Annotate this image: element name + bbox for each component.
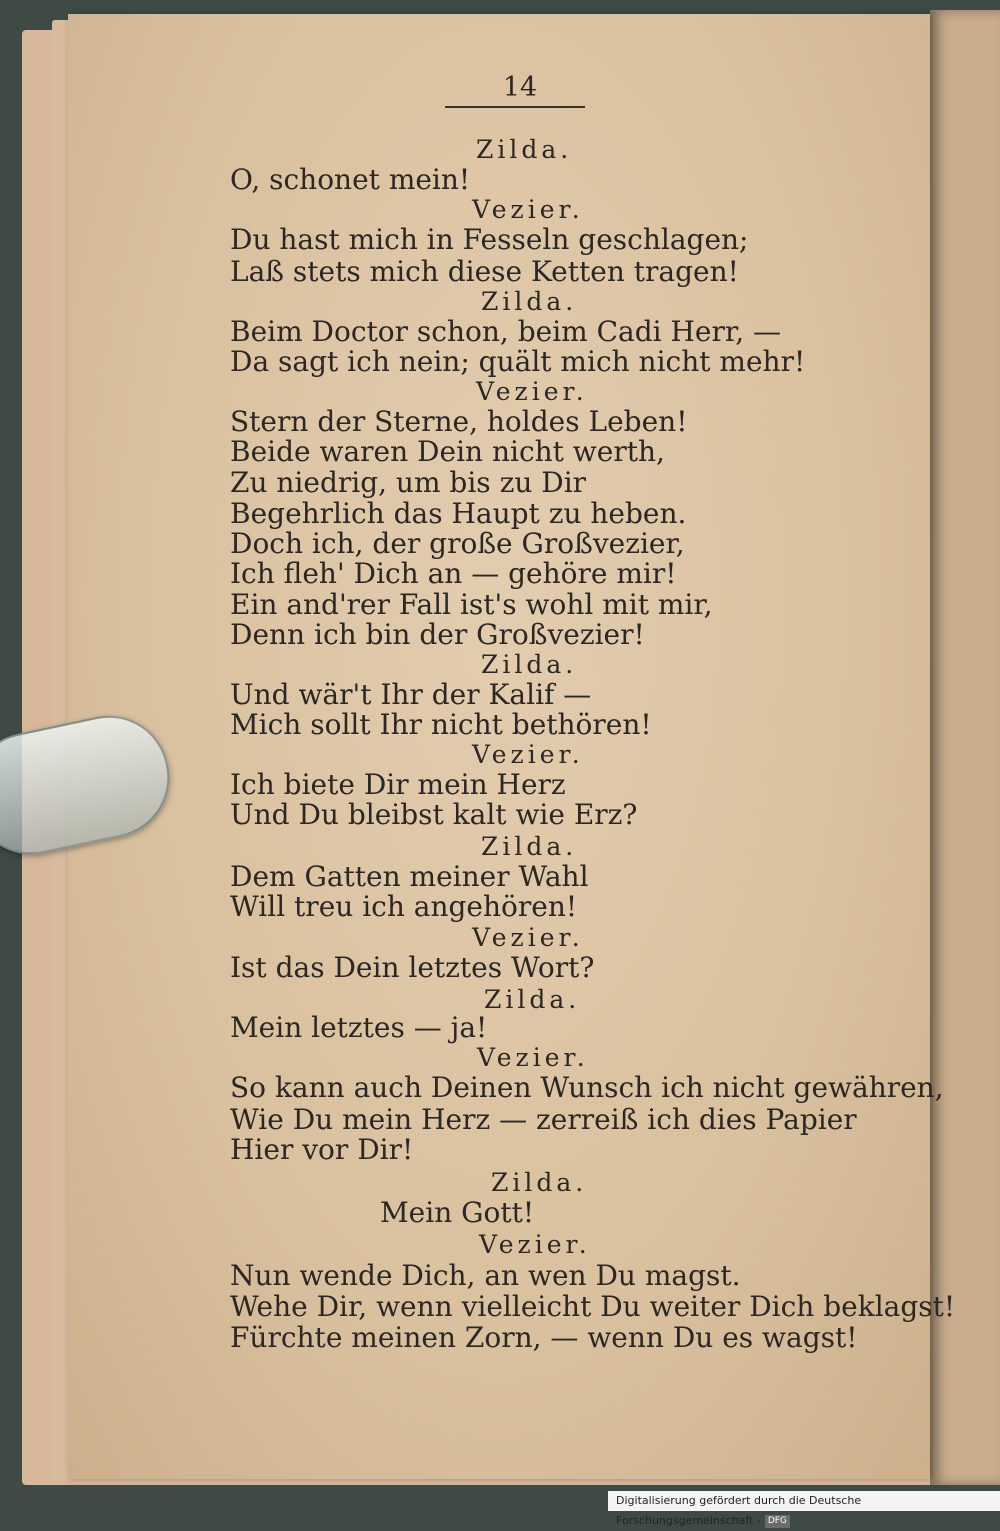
verse-line: Doch ich, der große Großvezier, bbox=[230, 527, 685, 560]
speaker-label: Zilda. bbox=[481, 650, 578, 679]
speaker-label: Vezier. bbox=[472, 740, 584, 769]
verse-line: O, schonet mein! bbox=[230, 163, 471, 196]
verse-line: Dem Gatten meiner Wahl bbox=[230, 860, 589, 893]
speaker-label: Vezier. bbox=[472, 195, 584, 224]
verse-line: Nun wende Dich, an wen Du magst. bbox=[230, 1259, 741, 1292]
verse-line: Da sagt ich nein; quält mich nicht mehr! bbox=[230, 345, 806, 378]
verse-line: Fürchte meinen Zorn, — wenn Du es wagst! bbox=[230, 1321, 858, 1354]
verse-line: Wehe Dir, wenn vielleicht Du weiter Dich beklagst! bbox=[230, 1290, 956, 1323]
speaker-label: Zilda. bbox=[481, 287, 578, 316]
speaker-label: Zilda. bbox=[481, 832, 578, 861]
verse-line: Ist das Dein letztes Wort? bbox=[230, 951, 595, 984]
verse-line: Laß stets mich diese Ketten tragen! bbox=[230, 255, 739, 288]
speaker-label: Vezier. bbox=[472, 923, 584, 952]
speaker-label: Vezier. bbox=[477, 1043, 589, 1072]
verse-line: Ich biete Dir mein Herz bbox=[230, 768, 566, 801]
verse-line: Will treu ich angehören! bbox=[230, 890, 578, 923]
speaker-label: Vezier. bbox=[476, 377, 588, 406]
speaker-label: Zilda. bbox=[484, 985, 581, 1014]
verse-line: Ich fleh' Dich an — gehöre mir! bbox=[230, 557, 677, 590]
verse-line: Begehrlich das Haupt zu heben. bbox=[230, 497, 687, 530]
verse-line: Denn ich bin der Großvezier! bbox=[230, 618, 645, 651]
verse-line: Hier vor Dir! bbox=[230, 1133, 414, 1166]
verse-line: Mein Gott! bbox=[380, 1196, 535, 1229]
verse-line: Stern der Sterne, holdes Leben! bbox=[230, 405, 688, 438]
verse-line: Und Du bleibst kalt wie Erz? bbox=[230, 798, 638, 831]
verse-line: Beim Doctor schon, beim Cadi Herr, — bbox=[230, 315, 781, 348]
footer-credit bbox=[608, 1491, 1000, 1527]
page-number: 14 bbox=[502, 72, 538, 103]
verse-line: Mich sollt Ihr nicht bethören! bbox=[230, 708, 652, 741]
speaker-label: Zilda. bbox=[491, 1168, 588, 1197]
verse-line: Mein letztes — ja! bbox=[230, 1011, 488, 1044]
verse-line: Zu niedrig, um bis zu Dir bbox=[230, 466, 587, 499]
verse-line: Ein and'rer Fall ist's wohl mit mir, bbox=[230, 588, 713, 621]
speaker-label: Zilda. bbox=[476, 135, 573, 164]
verse-line: Und wär't Ihr der Kalif — bbox=[230, 678, 592, 711]
verse-line: Beide waren Dein nicht werth, bbox=[230, 435, 665, 468]
verse-line: Du hast mich in Fesseln geschlagen; bbox=[230, 223, 749, 256]
verse-line: So kann auch Deinen Wunsch ich nicht gewähren, bbox=[230, 1071, 944, 1104]
dfg-logo: DFG bbox=[765, 1515, 790, 1528]
footer-text: Digitalisierung gefördert durch die Deutsche Forschungsgemeinschaft - bbox=[616, 1494, 862, 1527]
speaker-label: Vezier. bbox=[479, 1230, 591, 1259]
verse-line: Wie Du mein Herz — zerreiß ich dies Papier bbox=[230, 1103, 857, 1136]
